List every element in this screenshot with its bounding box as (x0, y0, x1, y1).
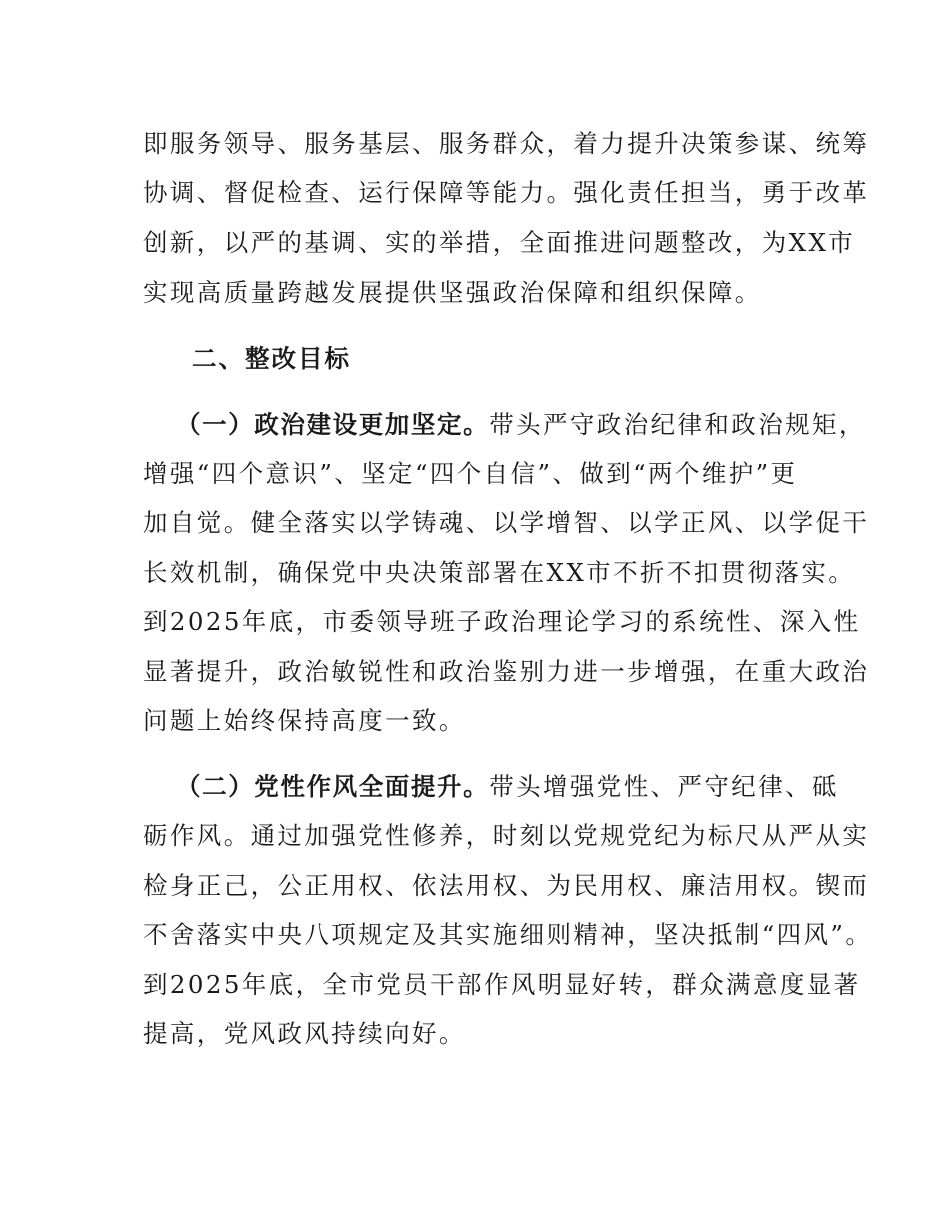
intro-line-2: 协调、督促检查、运行保障等能力。强化责任担当，勇于改革 (143, 178, 870, 207)
item1-first-line-text: 带头严守政治纪律和政治规矩， (489, 410, 866, 439)
item2-line-4: 不舍落实中央八项规定及其实施细则精神，坚决抵制“四风”。 (143, 920, 873, 949)
item2-line-3: 检身正己，公正用权、依法用权、为民用权、廉洁用权。锲而 (143, 871, 870, 900)
section-heading: 二、整改目标 (192, 344, 351, 373)
item2-line-6: 提高，党风政风持续向好。 (143, 1019, 466, 1048)
item1-line-7: 问题上始终保持高度一致。 (143, 706, 466, 735)
intro-line-3: 创新，以严的基调、实的举措，全面推进问题整改，为XX市 (143, 228, 856, 257)
intro-line-4: 实现高质量跨越发展提供坚强政治保障和组织保障。 (143, 278, 762, 307)
intro-line-1: 即服务领导、服务基层、服务群众，着力提升决策参谋、统筹 (143, 129, 870, 158)
item1-line-3: 加自觉。健全落实以学铸魂、以学增智、以学正风、以学促干 (143, 508, 870, 537)
item2-title: （二）党性作风全面提升。 (176, 772, 490, 801)
item2-first-line-text: 带头增强党性、严守纪律、砥 (489, 772, 839, 801)
item2-line-5: 到2025年底，全市党员干部作风明显好转，群众满意度显著 (143, 970, 861, 999)
item1-line-4: 长效机制，确保党中央决策部署在XX市不折不扣贯彻落实。 (143, 558, 856, 587)
item1-first-line (176, 409, 866, 441)
item2-first-line (176, 771, 839, 803)
item1-line-2: 增强“四个意识”、坚定“四个自信”、做到“两个维护”更 (143, 459, 798, 488)
item1-line-6: 显著提升，政治敏锐性和政治鉴别力进一步增强，在重大政治 (143, 657, 870, 686)
item2-line-2: 砺作风。通过加强党性修养，时刻以党规党纪为标尺从严从实 (143, 821, 870, 850)
item1-line-5: 到2025年底，市委领导班子政治理论学习的系统性、深入性 (143, 607, 861, 636)
item1-title: （一）政治建设更加坚定。 (176, 410, 490, 439)
